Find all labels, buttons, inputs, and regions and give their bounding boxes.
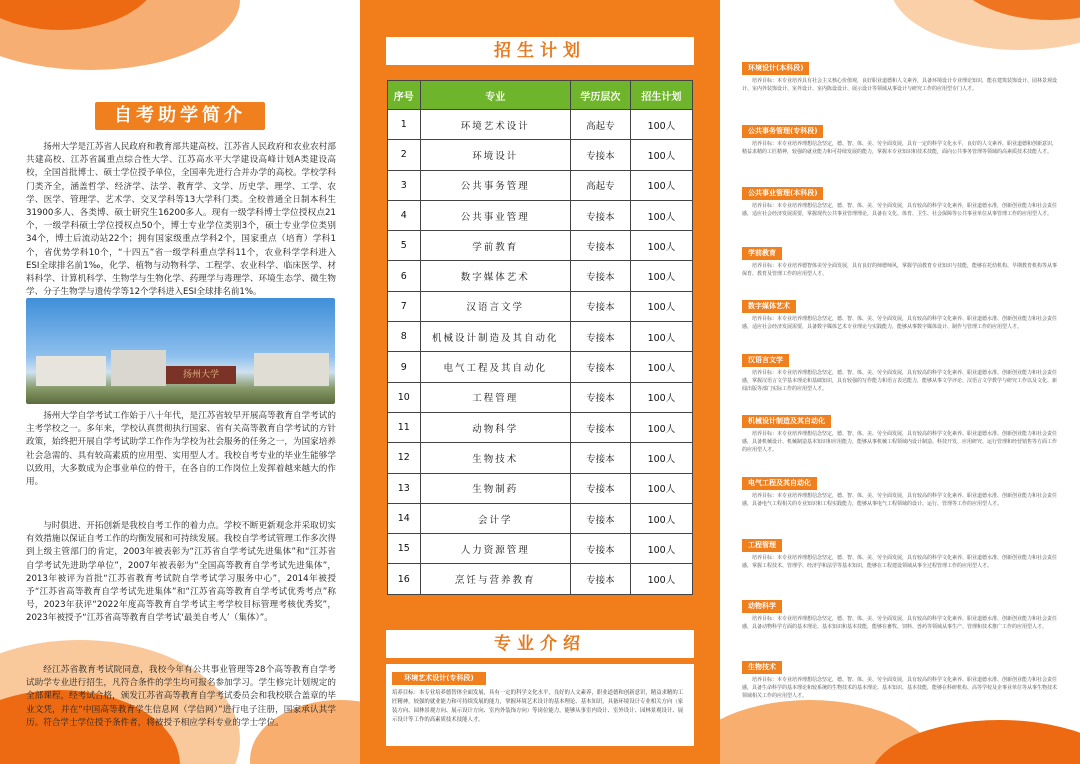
- major-name: 生物制药: [420, 473, 570, 503]
- table-row: [388, 170, 693, 200]
- major-section: [742, 240, 1057, 278]
- column-header: 招生计划: [630, 81, 692, 110]
- major-name: 烹饪与营养教育: [420, 564, 570, 594]
- intro-box: [386, 664, 694, 746]
- row-number: 4: [388, 200, 421, 230]
- major-section: [742, 293, 1057, 331]
- education-level: 专接本: [570, 291, 630, 321]
- education-level: 专接本: [570, 352, 630, 382]
- major-section: [742, 532, 1057, 570]
- enrollment-quota: 100人: [630, 443, 692, 473]
- major-section: [742, 118, 1057, 156]
- table-row: [388, 503, 693, 533]
- major-section: [742, 470, 1057, 508]
- row-number: 11: [388, 412, 421, 442]
- education-level: 高起专: [570, 170, 630, 200]
- major-name: 会计学: [420, 503, 570, 533]
- section-text: 培养目标：本专业培养理想信念坚定，德、智、体、美、劳全面发展，具有较高的科学文化素养、职业道德水准、创新创业能力和社会责任感，具备生命科学的基本理论和较系统的生物技术的基本理论、基本知识、基本技能，能够在科研机构、高等学校及企事业单位等从事生物技术领域相关工作的应用型人才。: [742, 677, 1058, 699]
- row-number: 2: [388, 140, 421, 170]
- table-row: [388, 473, 693, 503]
- education-level: 专接本: [570, 443, 630, 473]
- education-level: 专接本: [570, 564, 630, 594]
- enrollment-quota: 100人: [630, 412, 692, 442]
- education-level: 专接本: [570, 534, 630, 564]
- table-header-row: [388, 81, 693, 110]
- major-name: 数字媒体艺术: [420, 261, 570, 291]
- middle-panel: [360, 0, 720, 764]
- column-header: 序号: [388, 81, 421, 110]
- section-tag: 电气工程及其自动化: [742, 477, 817, 490]
- enrollment-quota: 100人: [630, 140, 692, 170]
- major-name: 人力资源管理: [420, 534, 570, 564]
- table-row: [388, 200, 693, 230]
- enrollment-quota: 100人: [630, 291, 692, 321]
- education-level: 专接本: [570, 412, 630, 442]
- enrollment-quota: 100人: [630, 352, 692, 382]
- section-tag: 公共事业管理(本科段): [742, 187, 823, 200]
- section-text: 培养目标：本专业培养理想信念坚定，德、智、体、美、劳全面发展，具有较高的科学文化素养、职业道德水准、创新创业能力和社会责任感，掌握工程技术、管理学、经济学和法学等基本知识，能够在工程建设领域从事全过程管理工作的应用型人才。: [742, 555, 1058, 569]
- table-row: [388, 564, 693, 594]
- table-row: [388, 261, 693, 291]
- section-text: 培养目标：本专业培养具有社会主义核心价值观，良好职业道德和人文素养，具备环境设计专业理论知识，能在建筑装饰设计、园林景观设计、室内外装饰设计、室外设计、室内陈设设计、展示设计等领域从事设计与研究工作的应用型专门人才。: [742, 78, 1058, 92]
- education-level: 专接本: [570, 140, 630, 170]
- section-text: 培养目标：本专业培养理想信念坚定，德、智、体、美、劳全面发展，具有一定的科学文化水平，良好的人文素养、职业道德和创新意识，精益求精的工匠精神，较强的就业能力和可持续发展的能力，掌握本专业知识和技术技能，面向公共事务管理等领域的高素质技术技能人才。: [742, 141, 1058, 155]
- table-row: [388, 231, 693, 261]
- major-name: 工程管理: [420, 382, 570, 412]
- major-name: 公共事业管理: [420, 200, 570, 230]
- table-row: [388, 291, 693, 321]
- section-tag: 工程管理: [742, 539, 782, 552]
- intro-paragraph: 扬州大学是江苏省人民政府和教育部共建高校、江苏省人民政府和农业农村部共建高校、江苏省属重点综合性大学、江苏高水平大学建设高峰计划A类建设高校，全国首批博士、硕士学位授予单位，全国率先进行合并办学的高校。学校学科门类齐全，涵盖哲学、经济学、法学、教育学、文学、历史学、理学、工学、农学、医学、管理学、艺术学、交叉学科等13大学科门类。全校普通全日制本科生31900多人、各类博、硕士研究生16200多人。现有一级学科博士学位授权点21个，一级学科硕士学位授权点50个，博士专业学位类别3个，硕士专业学位类别34个，博士后流动站22个；拥有国家级重点学科2个，国家重点（培育）学科1个，省优势学科10个，“十四五”省一级学科重点学科11个，农业科学学科进入ESI全球排名前1‰，化学、植物与动物科学、工程学、农业科学、临床医学、材料科学、计算机科学、生物学与生物化学、药理学与毒理学、环境生态学、微生物学、分子生物学与遗传学等12个学科进入ESI全球排名前1%。: [26, 142, 336, 298]
- table-row: [388, 443, 693, 473]
- major-section: [742, 347, 1057, 393]
- section-text: 培养目标：本专业培养理想信念坚定，德、智、体、美、劳全面发展，具有较高的科学文化素养、职业道德水准、创新创业能力和社会责任感，掌握汉语言文学基本理论和基础知识，具有较强的写作能力和语言表达能力，能够从事文学评论、汉语言文学教学与研究工作以及文化、新闻出版等部门实际工作的应用型人才。: [742, 370, 1058, 392]
- column-header: 学历层次: [570, 81, 630, 110]
- section-tag: 生物技术: [742, 661, 782, 674]
- table-row: [388, 140, 693, 170]
- enrollment-quota: 100人: [630, 170, 692, 200]
- honors-paragraph: 与时俱进、开拓创新是我校自考工作的着力点。学校不断更新观念并采取切实有效措施以保证自考工作的均衡发展和可持续发展。我校自学考试管理工作多次得到上级主管部门的肯定，2003年被表彰为“江苏省自学考试先进集体”和“江苏省自学考试先进助学单位”，2007年被表彰为“全国高等教育自学考试先进集体”，2013年被评为首批“江苏省教育考试院自学考试学习服务中心”，2014年被授予“江苏省高等教育自学考试先进集体”和“江苏省高等教育自学考试优秀考点”称号，2023年获评“2022年度高等教育自学考试主考学校目标管理考核优秀奖”，2023年被授予“江苏省高等教育自学考试‘最美自考人’（集体）”。: [26, 521, 336, 624]
- major-name: 机械设计制造及其自动化: [420, 322, 570, 352]
- major-name: 环境艺术设计: [420, 110, 570, 140]
- enrollment-quota: 100人: [630, 200, 692, 230]
- major-name: 电气工程及其自动化: [420, 352, 570, 382]
- enrollment-paragraph: 经江苏省教育考试院同意，我校今年有公共事业管理等28个高等教育自学考试助学专业进行招生，凡符合条件的学生均可报名参加学习。学生修完计划规定的全部课程，经考试合格，颁发江苏省高等教育自学考试委员会和我校联合盖章的毕业文凭，并在“中国高等教育学生信息网（学信网）”进行电子注册，国家承认其学历。符合学士学位授予条件者，将被授予相应学科专业的学士学位。: [26, 665, 336, 728]
- row-number: 6: [388, 261, 421, 291]
- enrollment-quota: 100人: [630, 503, 692, 533]
- education-level: 高起专: [570, 110, 630, 140]
- education-level: 专接本: [570, 503, 630, 533]
- table-row: [388, 412, 693, 442]
- table-row: [388, 382, 693, 412]
- section-tag: 环境设计(本科段): [742, 62, 809, 75]
- table-row: [388, 352, 693, 382]
- education-level: 专接本: [570, 473, 630, 503]
- education-level: 专接本: [570, 322, 630, 352]
- row-number: 1: [388, 110, 421, 140]
- row-number: 8: [388, 322, 421, 352]
- section-tag: 数字媒体艺术: [742, 300, 796, 313]
- section-tag: 公共事务管理(专科段): [742, 125, 823, 138]
- section-text: 培养目标：本专业培养德智体美劳全面发展，具有良好的师德师风，掌握学前教育专业知识与技能，能够在托幼机构、早期教育机构等从事保育、教育及管理工作的应用型人才。: [742, 263, 1058, 277]
- row-number: 14: [388, 503, 421, 533]
- section-tag: 动物科学: [742, 600, 782, 613]
- enrollment-quota: 100人: [630, 473, 692, 503]
- major-name: 环境设计: [420, 140, 570, 170]
- section-text: 培养目标：本专业培养理想信念坚定，德、智、体、美、劳全面发展，具有较高的科学文化素养，职业道德水准，创新创业能力和社会责任感，适应社会经济发展需要，掌握现代公共事业管理理论，具备在文化、体育、卫生、社会保障等公共事业单位从事管理工作的应用型人才。: [742, 203, 1058, 217]
- enrollment-quota: 100人: [630, 231, 692, 261]
- major-section: [742, 593, 1057, 631]
- section-tag: 环境艺术设计(专科段): [392, 672, 486, 685]
- major-name: 汉语言文学: [420, 291, 570, 321]
- right-panel: [720, 0, 1080, 764]
- campus-photo: [26, 298, 335, 404]
- section-text: 培养目标：本专业培养理想信念坚定，德、智、体、美、劳全面发展，具有较高的科学文化素养、职业道德水准、创新创业能力和社会责任感，具备动物科学方面的基本理论、基本知识和基本技能，能够在畜牧、饲料、兽药等领域从事生产、管理和技术推广工作的应用型人才。: [742, 616, 1058, 630]
- major-name: 动物科学: [420, 412, 570, 442]
- page-title: 自考助学简介: [95, 102, 265, 130]
- enrollment-quota: 100人: [630, 564, 692, 594]
- enrollment-quota: 100人: [630, 110, 692, 140]
- major-section: [742, 408, 1057, 454]
- section-text: 培养目标：本专业培养理想信念坚定，德、智、体、美、劳全面发展，具有较高的科学文化素养、职业道德水准、创新创业能力和社会责任感，具备电气工程相关的专业知识和工程实践能力，能够从事电气工程领域的设计、运行、管理等工作的应用型人才。: [742, 493, 1058, 507]
- row-number: 7: [388, 291, 421, 321]
- education-level: 专接本: [570, 231, 630, 261]
- row-number: 9: [388, 352, 421, 382]
- row-number: 5: [388, 231, 421, 261]
- enrollment-quota: 100人: [630, 261, 692, 291]
- table-row: [388, 110, 693, 140]
- section-text: 培养目标：本专业培养德智体全面发展，具有一定的科学文化水平，良好的人文素养，职业道德和创新意识，精益求精的工匠精神，较强的就业能力和可持续发展的能力，掌握环境艺术设计的基本理论、基本知识，具备环境设计专业相关方向（家装方向、园林景观方向、展示设计方向、室内外装饰方向）等岗位能力，能够从事室内设计、室外设计、园林景观设计、展示设计等工作的高素质技术技能人才。: [392, 690, 684, 723]
- enrollment-plan-table: [387, 80, 693, 595]
- table-row: [388, 322, 693, 352]
- education-level: 专接本: [570, 261, 630, 291]
- section-text: 培养目标：本专业培养理想信念坚定，德、智、体、美、劳全面发展，具有较高的科学文化素养、职业道德水准、创新创业能力和社会责任感，适应社会经济发展需要，具备数字媒体艺术专业理论与实践能力，能够从事数字媒体设计、制作与管理工作的应用型人才。: [742, 316, 1058, 330]
- campus-sign: 扬州大学: [166, 366, 236, 384]
- column-header: 专业: [420, 81, 570, 110]
- row-number: 15: [388, 534, 421, 564]
- enrollment-quota: 100人: [630, 534, 692, 564]
- major-name: 学前教育: [420, 231, 570, 261]
- history-paragraph: 扬州大学自学考试工作始于八十年代，是江苏省较早开展高等教育自学考试的主考学校之一。多年来，学校认真贯彻执行国家、省有关高等教育自学考试的方针政策，始终把开展自学考试助学工作作为学校为社会服务的任务之一，为国家培养社会急需的、具有较高素质的应用型、实用型人才。我校自考专业的毕业生能够学以致用，大多数成为企事业单位的骨干，在各自的工作岗位上发挥着越来越大的作用。: [26, 411, 336, 488]
- section-text: 培养目标：本专业培养理想信念坚定，德、智、体、美、劳全面发展，具有较高的科学文化素养、职业道德水准、创新创业能力和社会责任感，具备机械设计、机械制造基本知识和应用能力，能够从事机械工程领域内设计制造、科技开发、应用研究、运行管理和经营销售等方面工作的应用型人才。: [742, 431, 1058, 453]
- table-row: [388, 534, 693, 564]
- plan-title: 招生计划: [386, 37, 694, 65]
- intro-title: 专业介绍: [386, 630, 694, 658]
- major-section: [742, 180, 1057, 218]
- enrollment-quota: 100人: [630, 322, 692, 352]
- major-section: [742, 55, 1057, 93]
- section-tag: 学前教育: [742, 247, 782, 260]
- row-number: 10: [388, 382, 421, 412]
- major-name: 公共事务管理: [420, 170, 570, 200]
- major-name: 生物技术: [420, 443, 570, 473]
- left-panel: [0, 0, 360, 764]
- enrollment-quota: 100人: [630, 382, 692, 412]
- row-number: 12: [388, 443, 421, 473]
- education-level: 专接本: [570, 382, 630, 412]
- section-tag: 机械设计制造及其自动化: [742, 415, 831, 428]
- major-section: [742, 654, 1057, 700]
- row-number: 3: [388, 170, 421, 200]
- education-level: 专接本: [570, 200, 630, 230]
- row-number: 13: [388, 473, 421, 503]
- section-tag: 汉语言文学: [742, 354, 789, 367]
- row-number: 16: [388, 564, 421, 594]
